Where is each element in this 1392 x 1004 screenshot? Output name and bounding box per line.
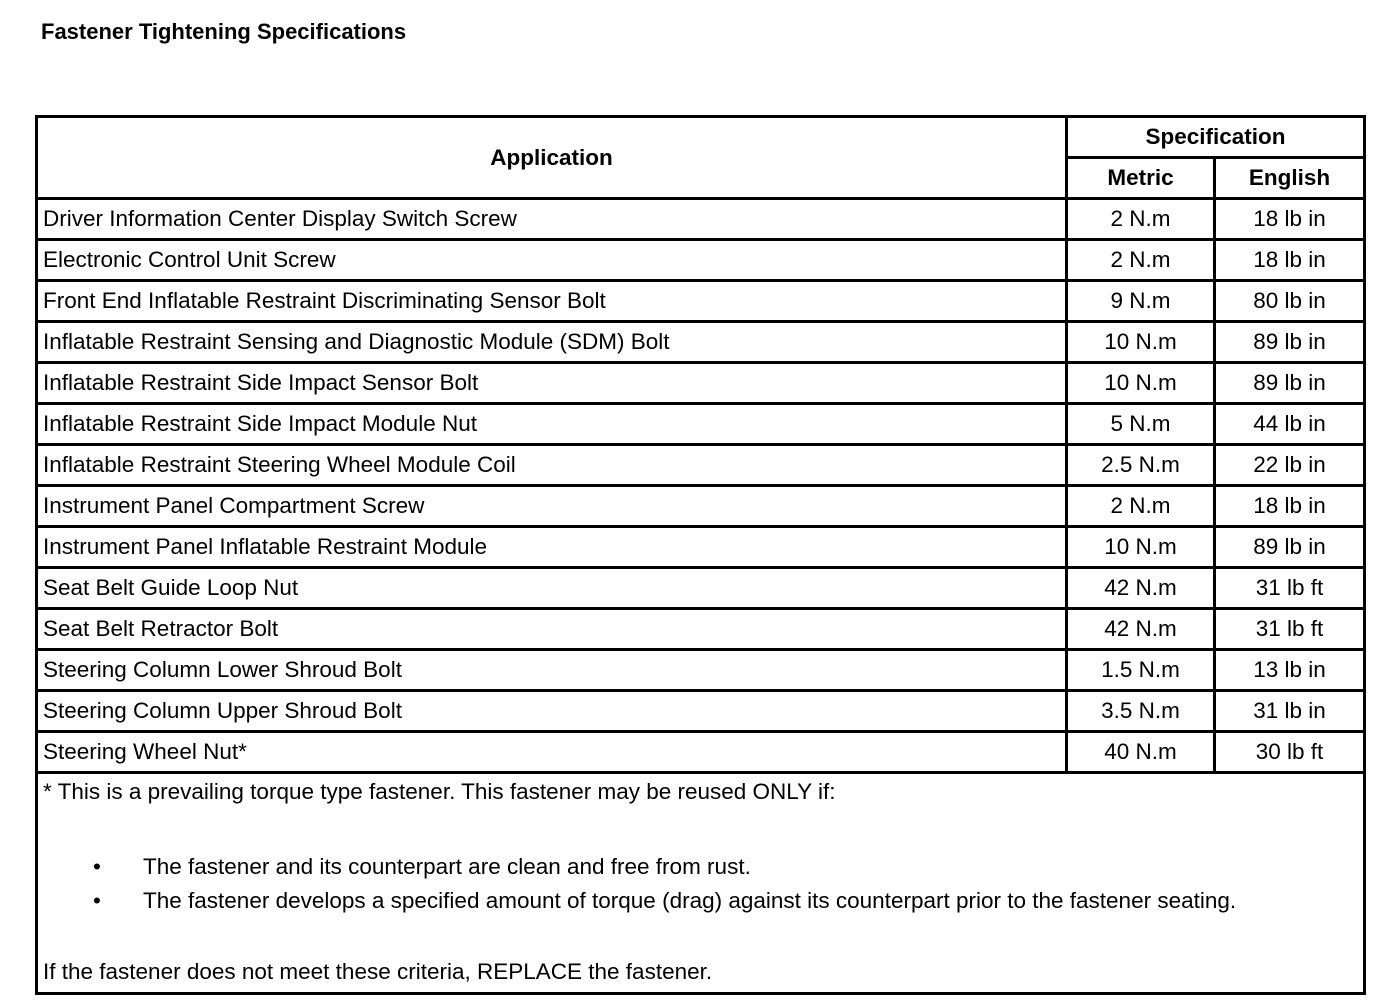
application-cell: Steering Column Upper Shroud Bolt xyxy=(37,691,1067,732)
application-cell: Electronic Control Unit Screw xyxy=(37,240,1067,281)
footnote-bullet-item xyxy=(43,850,1358,884)
english-cell: 18 lb in xyxy=(1215,486,1365,527)
english-cell: 13 lb in xyxy=(1215,650,1365,691)
footnote-bullet-text: The fastener and its counterpart are clean and free from rust. xyxy=(143,854,751,879)
english-cell: 89 lb in xyxy=(1215,527,1365,568)
application-cell: Inflatable Restraint Side Impact Module Nut xyxy=(37,404,1067,445)
bullet-icon: • xyxy=(93,888,101,913)
metric-cell: 10 N.m xyxy=(1067,363,1215,404)
page-title: Fastener Tightening Specifications xyxy=(41,19,407,44)
metric-cell: 2.5 N.m xyxy=(1067,445,1215,486)
english-cell: 18 lb in xyxy=(1215,199,1365,240)
table-row xyxy=(37,732,1365,773)
metric-cell: 2 N.m xyxy=(1067,199,1215,240)
english-cell: 89 lb in xyxy=(1215,322,1365,363)
application-cell: Inflatable Restraint Sensing and Diagnostic Module (SDM) Bolt xyxy=(37,322,1067,363)
metric-cell: 9 N.m xyxy=(1067,281,1215,322)
table-row xyxy=(37,609,1365,650)
english-cell: 80 lb in xyxy=(1215,281,1365,322)
application-cell: Front End Inflatable Restraint Discriminating Sensor Bolt xyxy=(37,281,1067,322)
english-cell: 89 lb in xyxy=(1215,363,1365,404)
fastener-spec-table xyxy=(35,115,1366,995)
table-body xyxy=(37,199,1365,773)
table-row xyxy=(37,322,1365,363)
table-row xyxy=(37,650,1365,691)
footnote-closing: If the fastener does not meet these criteria, REPLACE the fastener. xyxy=(43,959,713,984)
application-cell: Instrument Panel Compartment Screw xyxy=(37,486,1067,527)
metric-cell: 40 N.m xyxy=(1067,732,1215,773)
footnote-bullet-text: The fastener develops a specified amount of torque (drag) against its counterpart prior to the fastener seating. xyxy=(143,888,1237,913)
application-cell: Driver Information Center Display Switch Screw xyxy=(37,199,1067,240)
application-header: Application xyxy=(37,117,1067,199)
metric-cell: 1.5 N.m xyxy=(1067,650,1215,691)
footnote-bullet-item xyxy=(43,884,1358,918)
metric-cell: 10 N.m xyxy=(1067,527,1215,568)
table-row xyxy=(37,199,1365,240)
metric-cell: 10 N.m xyxy=(1067,322,1215,363)
metric-cell: 42 N.m xyxy=(1067,568,1215,609)
english-cell: 22 lb in xyxy=(1215,445,1365,486)
table-row xyxy=(37,527,1365,568)
english-cell: 44 lb in xyxy=(1215,404,1365,445)
metric-cell: 5 N.m xyxy=(1067,404,1215,445)
application-cell: Instrument Panel Inflatable Restraint Module xyxy=(37,527,1067,568)
bullet-icon: • xyxy=(93,854,101,879)
english-cell: 31 lb in xyxy=(1215,691,1365,732)
footnote-row xyxy=(37,773,1365,994)
metric-cell: 2 N.m xyxy=(1067,240,1215,281)
footnote-intro: * This is a prevailing torque type fastener. This fastener may be reused ONLY if: xyxy=(43,779,836,804)
english-cell: 30 lb ft xyxy=(1215,732,1365,773)
table-row xyxy=(37,363,1365,404)
footnote-cell xyxy=(37,773,1365,994)
metric-header: Metric xyxy=(1067,158,1215,199)
english-cell: 31 lb ft xyxy=(1215,609,1365,650)
table-header-row xyxy=(37,117,1365,158)
metric-cell: 2 N.m xyxy=(1067,486,1215,527)
english-cell: 18 lb in xyxy=(1215,240,1365,281)
application-cell: Inflatable Restraint Side Impact Sensor Bolt xyxy=(37,363,1067,404)
application-cell: Inflatable Restraint Steering Wheel Module Coil xyxy=(37,445,1067,486)
table-row xyxy=(37,281,1365,322)
table-row xyxy=(37,691,1365,732)
table-row xyxy=(37,486,1365,527)
application-cell: Seat Belt Guide Loop Nut xyxy=(37,568,1067,609)
metric-cell: 3.5 N.m xyxy=(1067,691,1215,732)
application-cell: Steering Wheel Nut* xyxy=(37,732,1067,773)
table-row xyxy=(37,445,1365,486)
table-row xyxy=(37,568,1365,609)
english-header: English xyxy=(1215,158,1365,199)
table-row xyxy=(37,240,1365,281)
application-cell: Seat Belt Retractor Bolt xyxy=(37,609,1067,650)
metric-cell: 42 N.m xyxy=(1067,609,1215,650)
table-row xyxy=(37,404,1365,445)
footnote-bullet-list xyxy=(43,850,1358,918)
english-cell: 31 lb ft xyxy=(1215,568,1365,609)
specification-header: Specification xyxy=(1067,117,1365,158)
application-cell: Steering Column Lower Shroud Bolt xyxy=(37,650,1067,691)
